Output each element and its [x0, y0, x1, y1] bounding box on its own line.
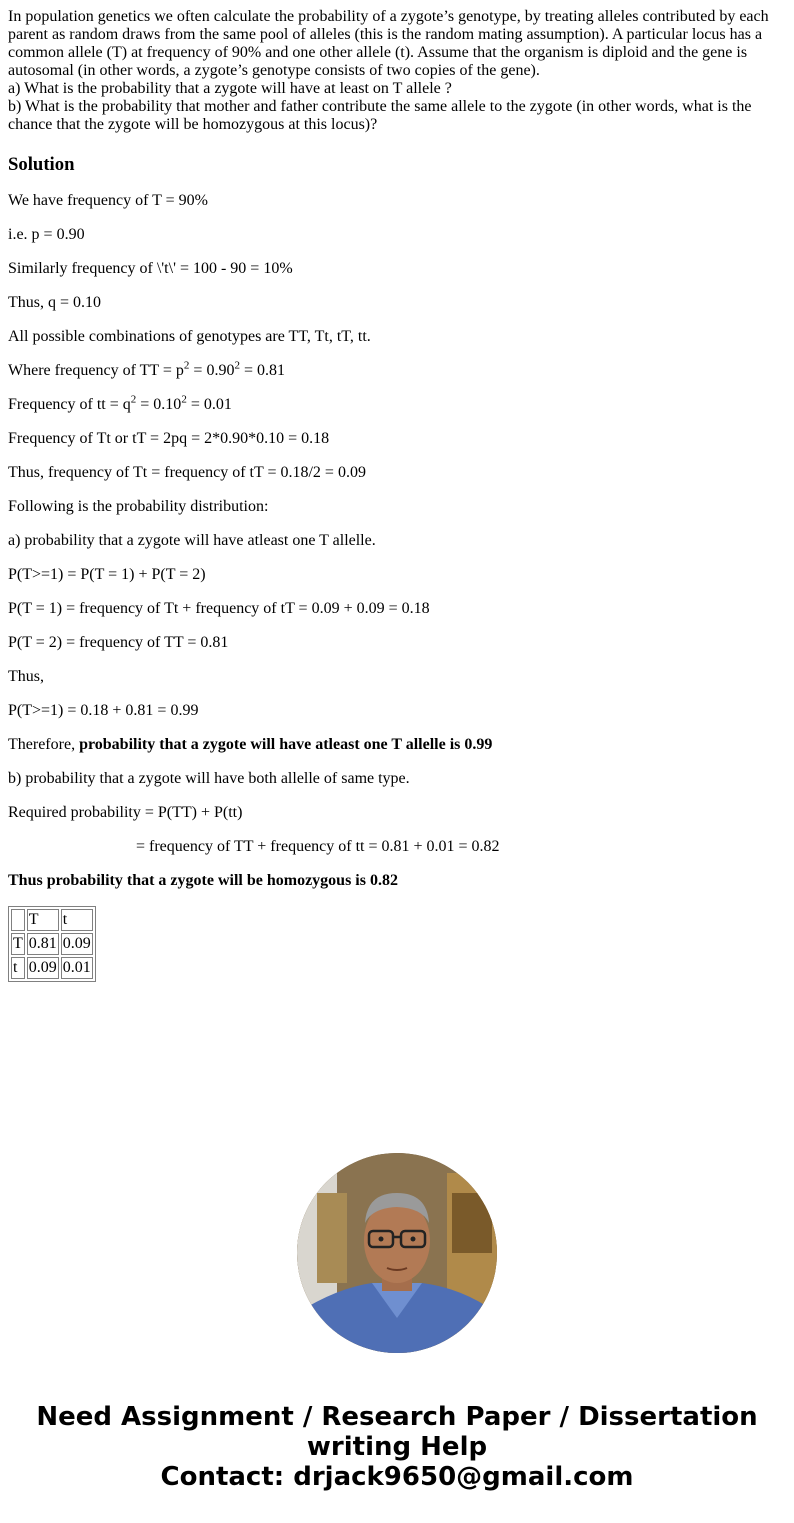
solution-line: P(T>=1) = P(T = 1) + P(T = 2): [8, 566, 206, 583]
solution-line: Thus, frequency of Tt = frequency of tT = 0.18/2 = 0.09: [8, 464, 366, 481]
solution-line: P(T = 1) = frequency of Tt + frequency of tT = 0.09 + 0.09 = 0.18: [8, 600, 430, 617]
solution-line: P(T>=1) = 0.18 + 0.81 = 0.99: [8, 702, 199, 719]
solution-line: i.e. p = 0.90: [8, 226, 85, 243]
table-row: [11, 933, 93, 955]
table-cell: T: [27, 909, 59, 931]
solution-heading: Solution: [8, 154, 75, 175]
superscript: 2: [130, 393, 137, 406]
table-cell: t: [61, 909, 93, 931]
table-cell: 0.09: [61, 933, 93, 955]
text: = 0.81: [239, 362, 285, 379]
text: = 0.10: [136, 396, 182, 413]
table-cell: t: [11, 957, 25, 979]
superscript: 2: [234, 359, 240, 372]
solution-line-tt: [8, 359, 786, 380]
superscript: 2: [183, 359, 190, 372]
solution-line: Similarly frequency of \'t\' = 100 - 90 = 10%: [8, 260, 293, 277]
solution-line: a) probability that a zygote will have atleast one T allelle.: [8, 532, 376, 549]
solution-line: Frequency of Tt or tT = 2pq = 2*0.90*0.10 = 0.18: [8, 430, 330, 447]
solution-line: We have frequency of T = 90%: [8, 192, 208, 209]
document-body: [8, 8, 786, 982]
solution-line: Required probability = P(TT) + P(tt): [8, 804, 243, 821]
superscript: 2: [181, 393, 187, 406]
table-cell: 0.01: [61, 957, 93, 979]
solution-line: All possible combinations of genotypes are TT, Tt, tT, tt.: [8, 328, 371, 345]
answer-a-line: [8, 736, 786, 754]
text: = 0.90: [189, 362, 235, 379]
answer-b-bold: Thus probability that a zygote will be homozygous is 0.82: [8, 872, 398, 889]
footer-line: Need Assignment / Research Paper / Dissertation: [36, 1402, 758, 1432]
table-cell: T: [11, 933, 25, 955]
solution-line: Thus, q = 0.10: [8, 294, 102, 311]
solution-line: b) probability that a zygote will have both allelle of same type.: [8, 770, 410, 787]
text: Where frequency of TT = p: [8, 362, 184, 379]
genotype-table: [8, 906, 96, 982]
question-intro: In population genetics we often calculate the probability of a zygote’s genotype, by treating alleles contributed by each parent as random draws from the same pool of alleles (this is the random mating assumption). A particular locus has a common allele (T) at frequency of 90% and one other allele (t). Assume that the organism is diploid and the gene is autosomal (in other words, a zygote’s genotype consists of two copies of the gene).: [8, 8, 769, 79]
footer-promo: [0, 1402, 794, 1492]
question-part-b: b) What is the probability that mother and father contribute the same allele to the zygote (in other words, what is the chance that the zygote will be homozygous at this locus)?: [8, 98, 752, 133]
question-part-a: a) What is the probability that a zygote will have at least on T allele ?: [8, 80, 452, 97]
text: = 0.01: [186, 396, 232, 413]
answer-b-line: [8, 872, 786, 890]
answer-a-bold: probability that a zygote will have atleast one T allelle is 0.99: [79, 736, 493, 753]
solution-line-tt-small: [8, 393, 786, 414]
footer-line: writing Help: [306, 1432, 488, 1462]
solution-line: P(T = 2) = frequency of TT = 0.81: [8, 634, 229, 651]
text: Frequency of tt = q: [8, 396, 131, 413]
solution-line-indented: = frequency of TT + frequency of tt = 0.81 + 0.01 = 0.82: [136, 838, 500, 855]
table-header-row: [11, 909, 93, 931]
table-cell: 0.81: [27, 933, 59, 955]
table-row: [11, 957, 93, 979]
avatar-portrait-image: [297, 1153, 497, 1353]
question-block: [8, 8, 786, 134]
text: Therefore,: [8, 736, 80, 753]
solution-line: Thus,: [8, 668, 44, 685]
table-cell: [11, 909, 25, 931]
author-avatar: [297, 1153, 497, 1353]
solution-block: [8, 192, 786, 890]
table-cell: 0.09: [27, 957, 59, 979]
solution-line: Following is the probability distribution:: [8, 498, 269, 515]
footer-contact: Contact: drjack9650@gmail.com: [160, 1462, 634, 1492]
